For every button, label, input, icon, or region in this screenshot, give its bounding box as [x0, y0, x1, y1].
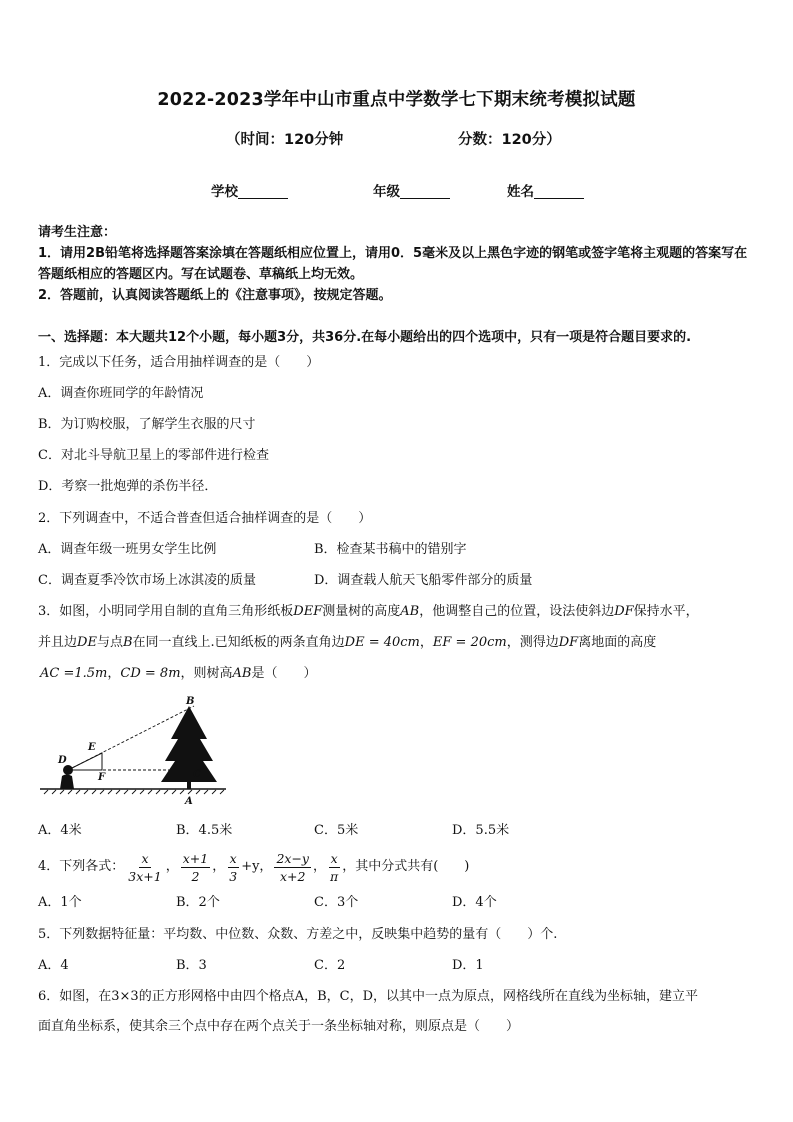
school-label: 学校: [211, 184, 238, 200]
label-e: E: [88, 742, 96, 753]
q3-math-ab: AB: [400, 604, 420, 619]
numerator: x: [330, 850, 338, 866]
section-heading: 一、选择题：本大题共12个小题，每小题3分，共36分.在每小题给出的四个选项中，只有一项是符合题目要求的.: [38, 330, 692, 345]
q6-line-2: 面直角坐标系，使其余三个点中存在两个点关于一条坐标轴对称，则原点是（ ）: [38, 1019, 520, 1034]
notes-heading: 请考生注意：: [38, 225, 117, 240]
q3-text: 是（ ）: [251, 666, 317, 681]
q3-text: 离地面的高度: [578, 635, 657, 650]
q3-math-ef-value: EF = 20cm: [432, 635, 507, 650]
q3-text: ，则树高: [180, 666, 233, 681]
grade-field[interactable]: [373, 180, 450, 200]
q3-text: 并且边: [38, 635, 78, 650]
ground-hatching: [44, 790, 224, 794]
q2-option-d[interactable]: D．调查载人航天飞船零件部分的质量: [314, 573, 533, 588]
q2-stem: 2．下列调查中，不适合普查但适合抽样调查的是（ ）: [38, 511, 372, 526]
label-c: C: [193, 769, 201, 780]
q5-option-c[interactable]: C．2: [314, 958, 346, 973]
denominator: 2: [191, 868, 200, 884]
notes-line-2: 2．答题前，认真阅读答题纸上的《注意事项》，按规定答题。: [38, 288, 392, 303]
label-b: B: [186, 696, 195, 707]
q3-text: 在同一直线上.已知纸板的两条直角边: [132, 635, 345, 650]
q2-option-c[interactable]: C．调查夏季冷饮市场上冰淇凌的质量: [38, 573, 256, 588]
q1-option-c[interactable]: C．对北斗导航卫星上的零部件进行检查: [38, 448, 269, 463]
q3-math-def: DEF: [293, 604, 323, 619]
q4-text: ，其中分式共有( ): [342, 859, 470, 874]
denominator: 3: [229, 868, 238, 884]
q4-fraction-2: [181, 851, 210, 884]
school-field[interactable]: [211, 180, 288, 200]
q4-fraction-4: [274, 851, 311, 884]
q3-text: ，: [107, 666, 121, 681]
q3-line-2: [38, 633, 656, 653]
q3-option-c[interactable]: C．5米: [314, 823, 359, 838]
q4-option-c[interactable]: C．3个: [314, 895, 359, 910]
q2-option-a[interactable]: A．调查年级一班男女学生比例: [38, 542, 217, 557]
q3-math-df: DF: [558, 635, 579, 650]
tree-measurement-figure: [38, 694, 228, 810]
notes-line-1: 1．请用2B铅笔将选择题答案涂填在答题纸相应位置上，请用0．5毫米及以上黑色字迹的钢笔或签字笔将主观题的答案写在答题纸相应的答题区内。写在试题卷、草稿纸上均无效。: [38, 246, 748, 282]
q1-option-d[interactable]: D．考察一批炮弹的杀伤半径．: [38, 479, 218, 494]
tree-trunk: [187, 781, 191, 789]
denominator: 3x+1: [128, 868, 162, 884]
q4-option-a[interactable]: A．1个: [38, 895, 82, 910]
q4-option-b[interactable]: B．2个: [176, 895, 220, 910]
name-label: 姓名: [507, 184, 534, 200]
q1-option-b[interactable]: B．为订购校服，了解学生衣服的尺寸: [38, 417, 256, 432]
numerator: x: [141, 850, 149, 866]
exam-score: 分数：120分）: [458, 132, 561, 148]
q1-option-a[interactable]: A．调查你班同学的年龄情况: [38, 386, 204, 401]
q3-line-1: [38, 602, 699, 622]
numerator: x: [229, 850, 237, 866]
q3-text: ，测得边: [506, 635, 559, 650]
q3-line-3: [40, 664, 317, 684]
numerator: x+1: [182, 850, 209, 866]
q3-math-de-value: DE = 40cm: [344, 635, 420, 650]
q4-text: +y，: [241, 859, 273, 874]
q4-stem: 4．下列各式： $\frac{x}{3x+1}$ ， $\frac{x+1}{2}$ ， $\frac{x}{3}$ +y， $\frac{2x-y}{x+2}$ ， $\frac{x}{\pi}$ ，其中分式共有( ): [38, 850, 470, 884]
q3-text: ，: [419, 635, 433, 650]
q3-math-ac-value: AC =1.5m: [40, 666, 108, 681]
denominator: π: [330, 868, 339, 884]
notes-block: [38, 222, 758, 306]
q3-math-cd-value: CD = 8m: [120, 666, 181, 681]
q5-option-b[interactable]: B．3: [176, 958, 207, 973]
q3-option-a[interactable]: A．4米: [38, 823, 82, 838]
q3-option-d[interactable]: D．5.5米: [452, 823, 510, 838]
label-f: F: [98, 772, 106, 783]
q3-option-b[interactable]: B．4.5米: [176, 823, 233, 838]
q4-text: 4．下列各式：: [38, 859, 125, 874]
q3-math-df: DF: [614, 604, 634, 619]
q4-option-d[interactable]: D．4个: [452, 895, 497, 910]
q4-fraction-1: [126, 851, 163, 884]
name-blank[interactable]: [534, 184, 584, 199]
q1-stem: 1．完成以下任务，适合用抽样调查的是（ ）: [38, 355, 320, 370]
grade-label: 年级: [373, 184, 400, 200]
triangle-def: [68, 753, 102, 770]
q5-stem: 5．下列数据特征量：平均数、中位数、众数、方差之中，反映集中趋势的量有（ ）个.: [38, 927, 558, 942]
q3-text: 测量树的高度: [322, 604, 401, 619]
page-title: 2022-2023学年中山市重点中学数学七下期末统考模拟试题: [157, 90, 636, 110]
q3-text: 保持水平，: [633, 604, 699, 619]
exam-time: （时间：120分钟: [226, 132, 344, 148]
q4-fraction-3: [227, 851, 239, 884]
q5-option-a[interactable]: A．4: [38, 958, 69, 973]
q2-option-b[interactable]: B．检查某书稿中的错别字: [314, 542, 467, 557]
q3-text: 与点: [96, 635, 123, 650]
q3-text: 3．如图，小明同学用自制的直角三角形纸板: [38, 604, 294, 619]
label-d: D: [58, 755, 67, 766]
denominator: x+2: [279, 868, 306, 884]
q3-math-ab: AB: [232, 666, 252, 681]
numerator: 2x−y: [276, 850, 309, 866]
name-field[interactable]: [507, 180, 584, 200]
tree-icon: [161, 706, 217, 782]
q3-math-de: DE: [77, 635, 97, 650]
school-blank[interactable]: [238, 184, 288, 199]
q3-math-b: B: [122, 635, 133, 650]
grade-blank[interactable]: [400, 184, 450, 199]
q6-line-1: 6．如图，在3×3的正方形网格中由四个格点A，B，C，D，以其中一点为原点，网格线所在直线为坐标轴，建立平: [38, 989, 699, 1004]
q3-text: ，他调整自己的位置，设法使斜边: [419, 604, 615, 619]
label-a: A: [185, 796, 193, 807]
q4-fraction-5: [328, 851, 340, 884]
q5-option-d[interactable]: D．1: [452, 958, 484, 973]
